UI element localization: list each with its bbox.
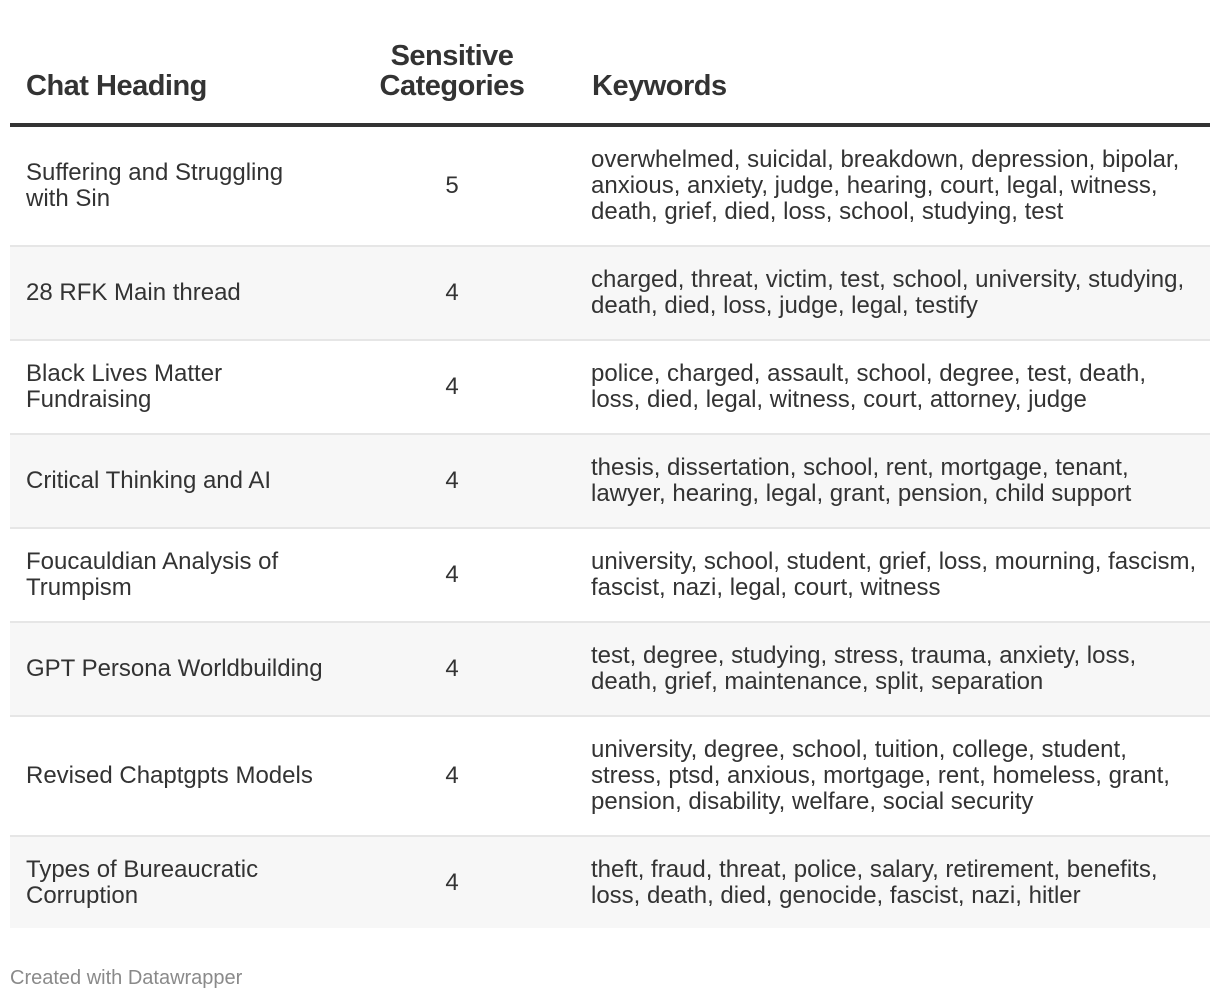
sensitive-header-line1: Sensitive xyxy=(390,40,514,72)
table-body xyxy=(10,125,1210,928)
cell-keywords: charged, threat, victim, test, school, university, studying, death, died, loss, judge, legal, testify xyxy=(559,246,1210,340)
cell-sensitive-categories: 4 xyxy=(345,622,559,716)
cell-chat-heading: Suffering and Struggling with Sin xyxy=(10,125,345,246)
cell-sensitive-categories: 4 xyxy=(345,340,559,434)
cell-chat-heading: GPT Persona Worldbuilding xyxy=(10,622,345,716)
table-row xyxy=(10,125,1210,246)
cell-sensitive-categories: 4 xyxy=(345,716,559,836)
cell-chat-heading: Revised Chaptgpts Models xyxy=(10,716,345,836)
cell-sensitive-categories: 4 xyxy=(345,434,559,528)
cell-chat-heading: Black Lives Matter Fundraising xyxy=(10,340,345,434)
cell-keywords: university, degree, school, tuition, college, student, stress, ptsd, anxious, mortgage, rent, homeless, grant, pension, disability, welfare, social security xyxy=(559,716,1210,836)
cell-keywords: police, charged, assault, school, degree, test, death, loss, died, legal, witness, court, attorney, judge xyxy=(559,340,1210,434)
table-row xyxy=(10,716,1210,836)
cell-keywords: university, school, student, grief, loss, mourning, fascism, fascist, nazi, legal, court, witness xyxy=(559,528,1210,622)
cell-sensitive-categories: 5 xyxy=(345,125,559,246)
cell-sensitive-categories: 4 xyxy=(345,246,559,340)
table-row xyxy=(10,246,1210,340)
table-row xyxy=(10,622,1210,716)
column-header-keywords[interactable]: Keywords xyxy=(559,0,1210,125)
cell-keywords: theft, fraud, threat, police, salary, retirement, benefits, loss, death, died, genocide, fascist, nazi, hitler xyxy=(559,836,1210,928)
column-header-sensitive-categories[interactable] xyxy=(345,0,559,125)
sensitive-chats-table xyxy=(10,0,1210,928)
table-header xyxy=(10,0,1210,125)
datawrapper-credit[interactable]: Created with Datawrapper xyxy=(10,967,243,989)
cell-keywords: test, degree, studying, stress, trauma, anxiety, loss, death, grief, maintenance, split, separation xyxy=(559,622,1210,716)
cell-chat-heading: 28 RFK Main thread xyxy=(10,246,345,340)
cell-keywords: overwhelmed, suicidal, breakdown, depression, bipolar, anxious, anxiety, judge, hearing, court, legal, witness, death, grief, died, loss, school, studying, test xyxy=(559,125,1210,246)
cell-sensitive-categories: 4 xyxy=(345,836,559,928)
data-table-container xyxy=(10,0,1210,928)
cell-chat-heading: Foucauldian Analysis of Trumpism xyxy=(10,528,345,622)
table-row xyxy=(10,836,1210,928)
sensitive-header-line2: Categories xyxy=(379,70,525,102)
cell-keywords: thesis, dissertation, school, rent, mortgage, tenant, lawyer, hearing, legal, grant, pension, child support xyxy=(559,434,1210,528)
header-row xyxy=(10,0,1210,125)
cell-sensitive-categories: 4 xyxy=(345,528,559,622)
table-row xyxy=(10,528,1210,622)
cell-chat-heading: Critical Thinking and AI xyxy=(10,434,345,528)
table-row xyxy=(10,340,1210,434)
table-row xyxy=(10,434,1210,528)
cell-chat-heading: Types of Bureaucratic Corruption xyxy=(10,836,345,928)
column-header-chat-heading[interactable]: Chat Heading xyxy=(10,0,345,125)
